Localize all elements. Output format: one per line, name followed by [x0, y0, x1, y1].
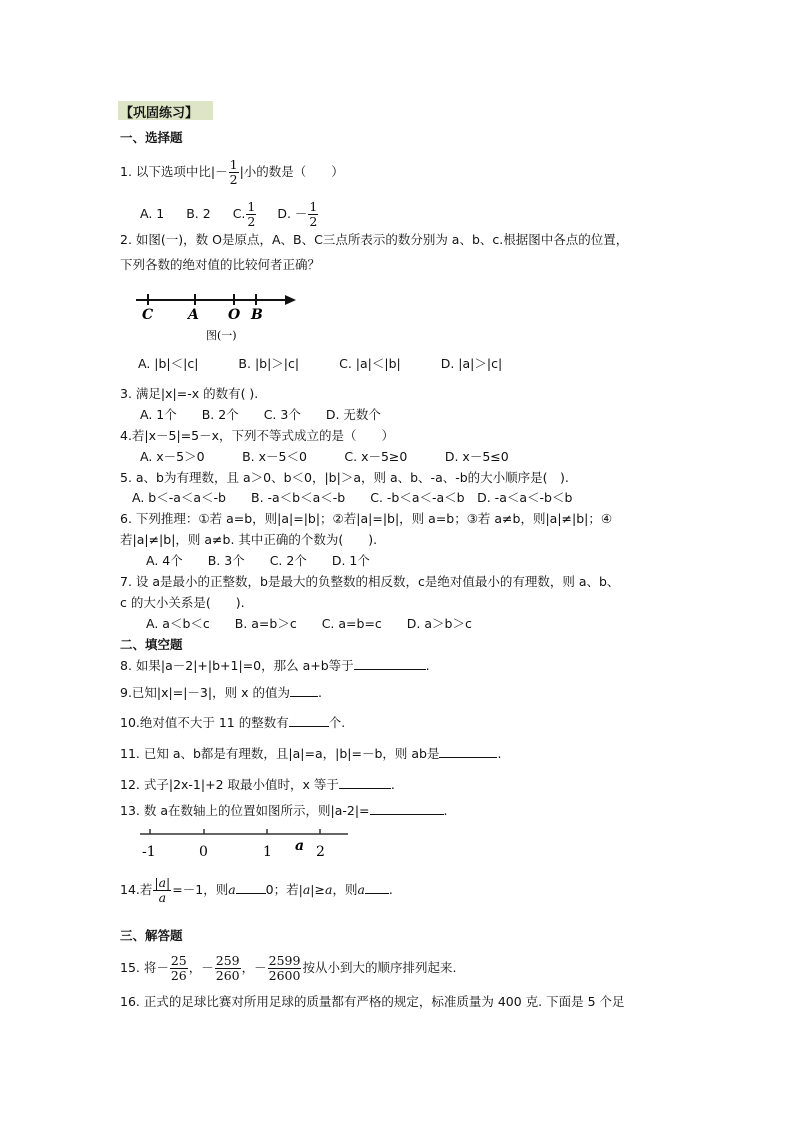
q14-mid1: =－1，则	[172, 882, 229, 897]
q12-stem	[120, 776, 395, 794]
q3-options: A. 1个 B. 2个 C. 3个 D. 无数个	[140, 407, 381, 422]
q5-options: A. b＜-a＜a＜-b B. -a＜b＜a＜-b C. -b＜a＜-a＜b D. -a＜a＜-b＜b	[132, 490, 573, 505]
part1-title: 一、选择题	[120, 130, 183, 145]
q1-opt-c-num: 1	[247, 199, 256, 214]
section-tag	[118, 101, 213, 120]
q1-opt-d: D. －	[277, 206, 308, 221]
q8-answer-blank[interactable]	[354, 657, 426, 670]
q7-options: A. a＜b＜c B. a=b＞c C. a=b=c D. a＞b＞c	[146, 616, 472, 631]
q14-mid4: ，则	[332, 882, 358, 897]
q2-options	[138, 355, 502, 373]
q12-post: .	[390, 777, 395, 792]
fig2-tick-neg1: -1	[142, 844, 156, 860]
q11-stem	[120, 745, 501, 763]
q1-post: |小的数是（ ）	[239, 164, 344, 179]
q14-frac-den: a	[158, 890, 167, 905]
q4-options: A. x－5＞0 B. x－5＜0 C. x－5≥0 D. x－5≤0	[140, 449, 509, 464]
part3-title: 三、解答题	[120, 928, 183, 943]
q2-opt-b: B. |b|＞|c|	[238, 356, 300, 371]
q1-opt-c-den: 2	[247, 214, 256, 229]
q15-stem: 15. 将－ $\frac{25}{26}$ ，－ $\frac{259}{260}$ ，－ $\frac{2599}{2600}$ 按从小到大的顺序排列起来.	[120, 953, 457, 983]
q16-line1: 16. 正式的足球比赛对所用足球的质量都有严格的规定，标准质量为 400 克. 下面是 5 个足	[120, 994, 625, 1009]
q6-line1: 6. 下列推理：①若 a=b，则|a|=|b|；②若|a|=|b|，则 a=b；③若 a≠b，则|a|≠|b|；④	[120, 511, 613, 526]
q15-fraction-1	[170, 954, 188, 983]
q14-stem	[120, 876, 393, 905]
q14-var-a1: a	[228, 882, 236, 897]
q15-f1-den: 26	[170, 968, 187, 983]
q9-answer-blank[interactable]	[290, 684, 318, 697]
fig1-label-b: B	[251, 307, 263, 323]
q9-pre: 9.已知|x|=|－3|，则 x 的值为	[120, 685, 290, 700]
q13-stem	[120, 802, 448, 820]
q8-post: .	[425, 658, 430, 673]
fig1-label-c: C	[142, 307, 154, 323]
q1-opt-d-den: 2	[309, 214, 318, 229]
q1-pre: 1. 以下选项中比|－	[120, 164, 228, 179]
q15-f3-num: 2599	[268, 953, 301, 968]
q11-answer-blank[interactable]	[439, 745, 497, 758]
q15-fraction-3	[268, 954, 302, 983]
section-tag-text: 【巩固练习】	[120, 106, 199, 121]
q14-frac-num: |a|	[154, 875, 171, 890]
q6-line2: 若|a|≠|b|，则 a≠b. 其中正确的个数为( ).	[120, 532, 378, 547]
q15-f3-den: 2600	[268, 968, 301, 983]
q13-pre: 13. 数 a在数轴上的位置如图所示，则|a-2|=	[120, 803, 370, 818]
q1-frac-den: 2	[229, 172, 238, 187]
q1-fraction	[229, 158, 239, 187]
q15-f2-num: 259	[215, 953, 240, 968]
q15-fraction-2	[215, 954, 241, 983]
q1-opt-b: B. 2	[186, 206, 211, 221]
figure-1-number-line	[136, 288, 296, 344]
q11-post: .	[497, 746, 502, 761]
q14-fraction	[153, 876, 171, 905]
q7-line1: 7. 设 a是最小的正整数，b是最大的负整数的相反数，c是绝对值最小的有理数，则 a、b、	[120, 574, 620, 589]
figure-2-number-line	[138, 826, 350, 862]
fig2-tick-0: 0	[199, 844, 208, 860]
fig2-tick-1: 1	[263, 844, 272, 860]
q15-post: 按从小到大的顺序排列起来.	[302, 960, 457, 975]
q7-line2: c 的大小关系是( ).	[120, 595, 245, 610]
q1-options	[140, 200, 319, 229]
q5-stem: 5. a、b为有理数，且 a＞0、b＜0，|b|＞a，则 a、b、-a、-b的大小顺序是( ).	[120, 470, 569, 485]
q2-line2: 下列各数的绝对值的比较何者正确？	[120, 257, 321, 272]
q14-mid3: ≥	[314, 882, 325, 897]
q10-post: 个.	[328, 715, 346, 730]
q10-stem	[120, 714, 345, 732]
q4-stem: 4.若|x－5|=5－x，下列不等式成立的是（ ）	[120, 428, 395, 443]
q1-opt-d-num: 1	[309, 199, 318, 214]
q2-opt-d: D. |a|＞|c|	[440, 356, 503, 371]
fig1-caption: 图(一)	[206, 329, 237, 342]
fig2-point-a: a	[295, 838, 305, 854]
q14-answer-blank-2[interactable]	[365, 881, 389, 894]
q15-f1-num: 25	[170, 953, 187, 968]
q10-pre: 10.绝对值不大于 11 的整数有	[120, 715, 289, 730]
q3-stem: 3. 满足|x|=-x 的数有( ).	[120, 386, 259, 401]
q10-answer-blank[interactable]	[289, 714, 329, 727]
part2-title: 二、填空题	[120, 637, 183, 652]
q14-post: .	[388, 882, 393, 897]
q9-stem	[120, 684, 322, 702]
q14-abs-a: |a|	[298, 882, 315, 897]
q9-post: .	[317, 685, 322, 700]
q14-answer-blank-1[interactable]	[236, 881, 266, 894]
q14-var-a2: a	[325, 882, 333, 897]
q1-opt-c-fraction	[246, 200, 256, 229]
q6-options: A. 4个 B. 3个 C. 2个 D. 1个	[146, 553, 370, 568]
q1-opt-d-fraction	[308, 200, 318, 229]
q15-pre: 15. 将－	[120, 960, 169, 975]
q15-f2-den: 260	[215, 968, 240, 983]
q2-opt-a: A. |b|＜|c|	[138, 356, 199, 371]
q1-stem	[120, 158, 344, 187]
q1-frac-num: 1	[229, 157, 238, 172]
q8-pre: 8. 如果|a－2|+|b+1|=0，那么 a+b等于	[120, 658, 354, 673]
q14-var-a3: a	[357, 882, 365, 897]
fig1-label-o: O	[228, 307, 241, 323]
q14-mid2: 0；若	[265, 882, 299, 897]
q14-pre: 14.若	[120, 882, 153, 897]
q8-stem	[120, 657, 430, 675]
q1-opt-c: C.	[232, 206, 246, 221]
q12-pre: 12. 式子|2x-1|+2 取最小值时，x 等于	[120, 777, 339, 792]
fig1-label-a: A	[188, 307, 199, 323]
q12-answer-blank[interactable]	[339, 776, 391, 789]
q13-answer-blank[interactable]	[370, 802, 444, 815]
q2-line1: 2. 如图(一)，数 O是原点，A、B、C三点所表示的数分别为 a、b、c.根据图中各点的位置，	[120, 232, 629, 247]
q11-pre: 11. 已知 a、b都是有理数，且|a|=a，|b|=－b，则 ab是	[120, 746, 440, 761]
q1-opt-a: A. 1	[140, 206, 165, 221]
q13-post: .	[443, 803, 448, 818]
q2-opt-c: C. |a|＜|b|	[339, 356, 401, 371]
fig2-tick-2: 2	[316, 844, 325, 860]
